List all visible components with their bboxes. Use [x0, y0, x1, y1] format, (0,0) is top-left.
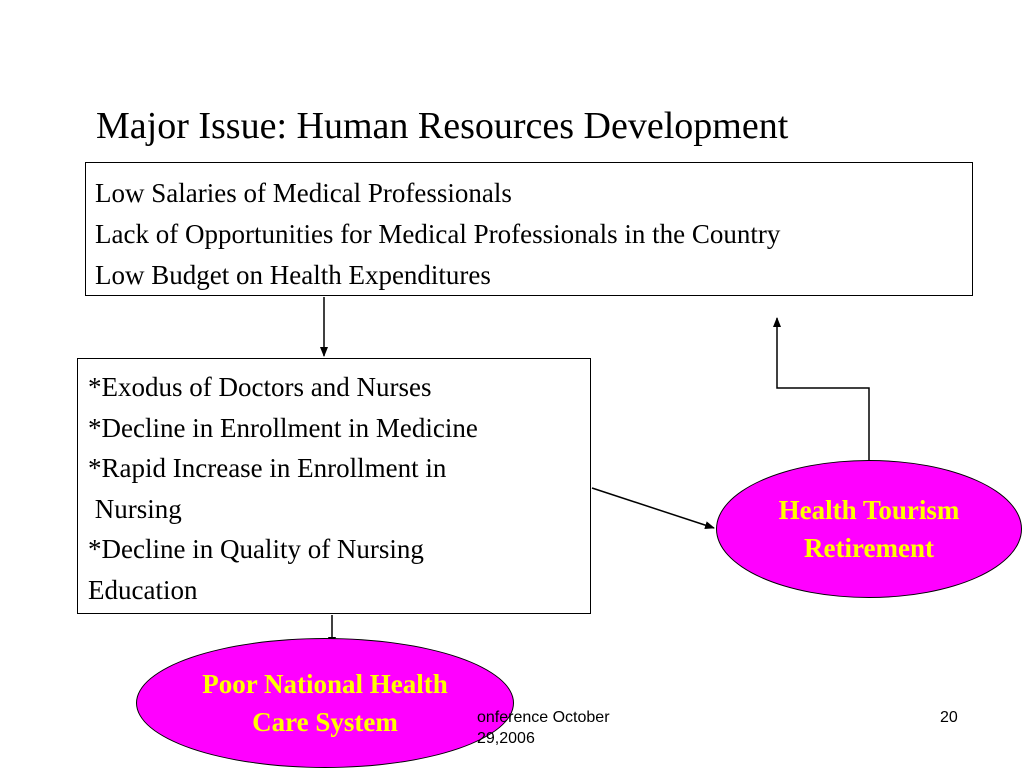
ellipse-label: Retirement: [804, 533, 934, 563]
effect-item: *Rapid Increase in Enrollment in: [88, 453, 447, 483]
slide-title: Major Issue: Human Resources Development: [96, 105, 789, 147]
footer-conference-line2: 29,2006: [477, 730, 535, 747]
effect-item: *Decline in Enrollment in Medicine: [88, 412, 478, 443]
arrow-tourism-to-causes: [777, 318, 869, 460]
cause-item: Low Budget on Health Expenditures: [95, 260, 491, 290]
health-tourism-ellipse: [716, 460, 1022, 598]
cause-item: Lack of Opportunities for Medical Professionals in the Country: [95, 219, 781, 249]
ellipse-label: Poor National Health: [202, 669, 448, 699]
arrow-effects-to-tourism: [592, 488, 714, 528]
causes-box: [85, 162, 973, 296]
effect-item: Education: [88, 574, 198, 605]
footer-conference-line1: onference October: [477, 709, 610, 726]
effects-box: [77, 358, 591, 614]
effect-item: *Decline in Quality of Nursing: [88, 534, 424, 564]
ellipse-label: Care System: [252, 707, 398, 737]
poor-health-care-ellipse: [136, 638, 514, 768]
ellipse-label: Health Tourism: [778, 495, 960, 525]
effect-item: Nursing: [88, 493, 182, 524]
effect-item: *Exodus of Doctors and Nurses: [88, 372, 432, 402]
page-number: 20: [940, 709, 958, 726]
footer-conference: [477, 707, 677, 749]
cause-item: Low Salaries of Medical Professionals: [95, 178, 512, 208]
